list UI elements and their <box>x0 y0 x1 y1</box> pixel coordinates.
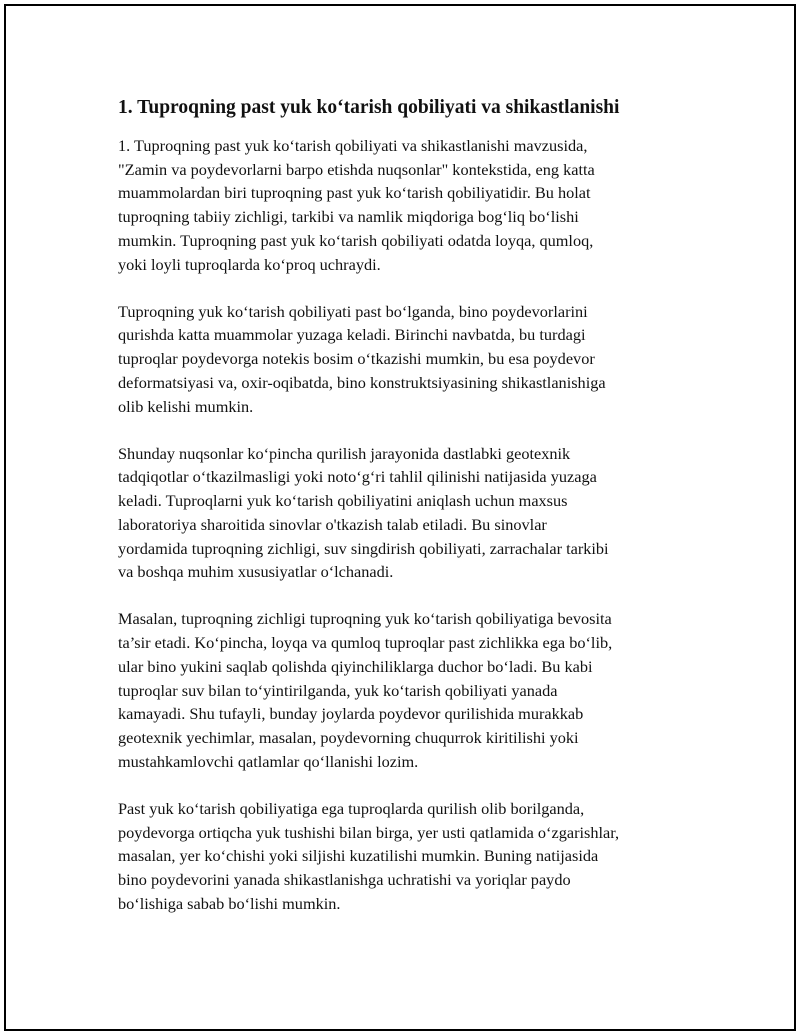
text-line: ular bino yukini saqlab qolishda qiyinchiliklarga duchor bo‘ladi. Bu kabi <box>118 656 593 676</box>
text-line: tuproqning tabiiy zichligi, tarkibi va namlik miqdoriga bog‘liq bo‘lishi <box>118 207 579 227</box>
document-body <box>118 96 690 939</box>
text-line: laboratoriya sharoitida sinovlar o'tkazish talab etiladi. Bu sinovlar <box>118 514 547 534</box>
text-line: bo‘lishiga sabab bo‘lishi mumkin. <box>118 893 341 913</box>
text-line: poydevorga ortiqcha yuk tushishi bilan birga, yer usti qatlamida o‘zgarishlar, <box>118 822 620 842</box>
text-line: tuproqlar suv bilan to‘yintirilganda, yuk ko‘tarish qobiliyati yanada <box>118 680 558 700</box>
text-line: mustahkamlovchi qatlamlar qo‘llanishi lozim. <box>118 751 419 771</box>
text-line: olib kelishi mumkin. <box>118 396 254 416</box>
text-line: deformatsiyasi va, oxir-oqibatda, bino konstruktsiyasining shikastlanishiga <box>118 372 606 392</box>
section-heading: 1. Tuproqning past yuk ko‘tarish qobiliyati va shikastlanishi <box>118 97 620 118</box>
text-line: Past yuk ko‘tarish qobiliyatiga ega tuproqlarda qurilish olib borilganda, <box>118 798 585 818</box>
text-line: muammolardan biri tuproqning past yuk ko‘tarish qobiliyatidir. Bu holat <box>118 183 591 203</box>
paragraph-2 <box>118 300 690 419</box>
text-line: kamayadi. Shu tufayli, bunday joylarda poydevor qurilishida murakkab <box>118 704 584 724</box>
paragraph-1 <box>118 134 690 276</box>
paragraph-5 <box>118 797 690 916</box>
paragraph-3 <box>118 442 690 584</box>
text-line: yordamida tuproqning zichligi, suv singdirish qobiliyati, zarrachalar tarkibi <box>118 538 609 558</box>
text-line: va boshqa muhim xususiyatlar o‘lchanadi. <box>118 562 394 582</box>
text-line: geotexnik yechimlar, masalan, poydevorning chuqurrok kiritilishi yoki <box>118 727 579 747</box>
text-line: tadqiqotlar o‘tkazilmasligi yoki noto‘g‘ri tahlil qilinishi natijasida yuzaga <box>118 467 597 487</box>
text-line: Masalan, tuproqning zichligi tuproqning yuk ko‘tarish qobiliyatiga bevosita <box>118 609 612 629</box>
text-line: keladi. Tuproqlarni yuk ko‘tarish qobiliyatini aniqlash uchun maxsus <box>118 491 568 511</box>
text-line: bino poydevorini yanada shikastlanishga uchratishi va yoriqlar paydo <box>118 869 571 889</box>
text-line: mumkin. Tuproqning past yuk ko‘tarish qobiliyati odatda loyqa, qumloq, <box>118 230 594 250</box>
text-line: "Zamin va poydevorlarni barpo etishda nuqsonlar" kontekstida, eng katta <box>118 159 595 179</box>
text-line: 1. Tuproqning past yuk ko‘tarish qobiliyati va shikastlanishi mavzusida, <box>118 136 588 155</box>
text-line: tuproqlar poydevorga notekis bosim o‘tkazishi mumkin, bu esa poydevor <box>118 349 595 369</box>
text-line: Tuproqning yuk ko‘tarish qobiliyati past bo‘lganda, bino poydevorlarini <box>118 301 588 321</box>
text-line: Shunday nuqsonlar ko‘pincha qurilish jarayonida dastlabki geotexnik <box>118 443 571 463</box>
text-line: masalan, yer ko‘chishi yoki siljishi kuzatilishi mumkin. Buning natijasida <box>118 846 599 866</box>
text-line: qurishda katta muammolar yuzaga keladi. Birinchi navbatda, bu turdagi <box>118 325 586 345</box>
text-line: ta’sir etadi. Ko‘pincha, loyqa va qumloq tuproqlar past zichlikka ega bo‘lib, <box>118 633 613 653</box>
text-line: yoki loyli tuproqlarda ko‘proq uchraydi. <box>118 254 381 274</box>
paragraph-4 <box>118 607 690 773</box>
